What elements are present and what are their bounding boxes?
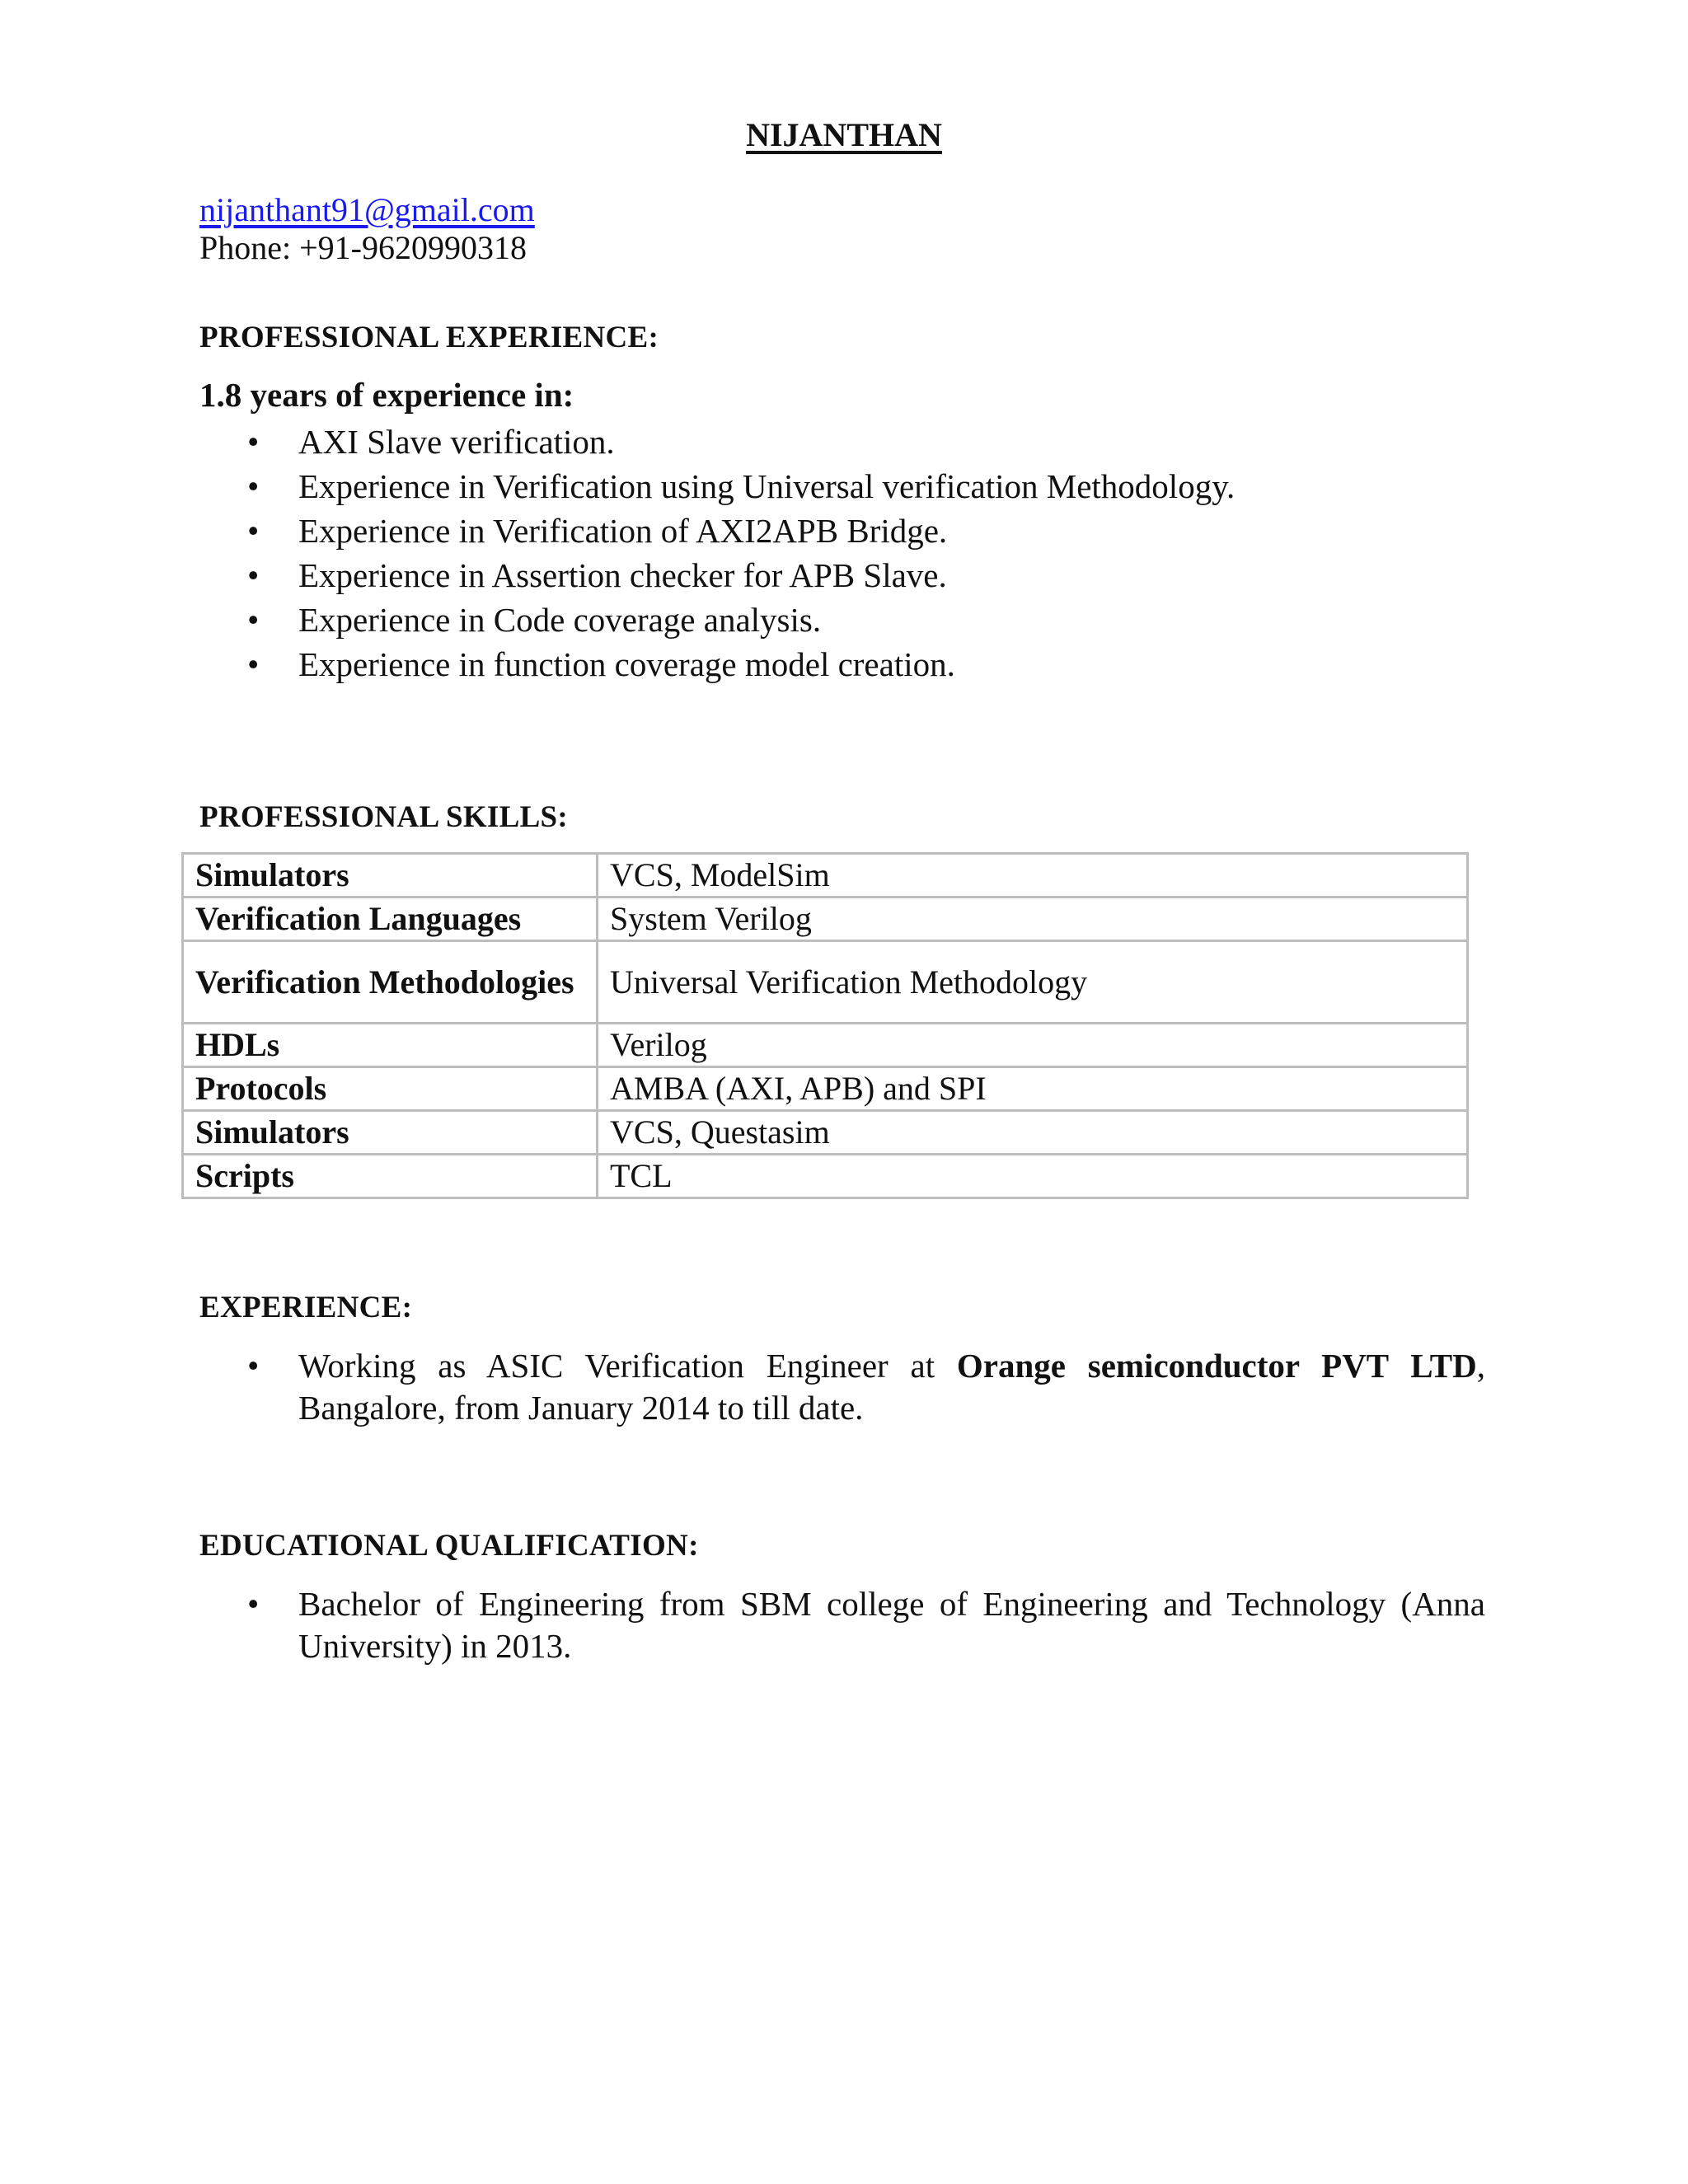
skill-value: VCS, Questasim: [598, 1111, 1468, 1155]
skill-value: AMBA (AXI, APB) and SPI: [598, 1067, 1468, 1111]
skill-category: Verification Methodologies: [183, 941, 598, 1024]
list-item: • Experience in function coverage model creation.: [0, 642, 1235, 687]
job-text-tail: , Bangalore, from January 2014 to till date.: [298, 1347, 1485, 1427]
skill-value: Verilog: [598, 1024, 1468, 1067]
list-item: • Experience in Verification of AXI2APB Bridge.: [0, 509, 1235, 553]
bullet-icon: •: [247, 601, 260, 639]
education-heading: EDUCATIONAL QUALIFICATION:: [199, 1529, 699, 1563]
degree-text: Bachelor of Engineering from SBM college of Engineering and Technology (Anna University) in 2013.: [298, 1585, 1485, 1665]
bullet-icon: •: [247, 1585, 260, 1623]
skill-category: Simulators: [183, 1111, 598, 1155]
experience-list: [0, 419, 1235, 687]
skill-category: Simulators: [183, 854, 598, 898]
company-name: Orange semiconductor PVT LTD: [956, 1347, 1477, 1385]
skill-category: Verification Languages: [183, 898, 598, 941]
table-row: [183, 854, 1468, 898]
bullet-icon: •: [247, 645, 260, 683]
contact-block: [199, 191, 535, 267]
table-row: [183, 1155, 1468, 1198]
candidate-name: NIJANTHAN: [746, 116, 942, 153]
table-row: [183, 1024, 1468, 1067]
list-item: • Experience in Verification using Universal verification Methodology.: [0, 464, 1235, 509]
list-item: • AXI Slave verification.: [0, 419, 1235, 464]
bullet-icon: •: [247, 423, 260, 461]
bullet-icon: •: [247, 1347, 260, 1385]
education-list: [0, 1583, 1485, 1667]
skills-table: [181, 852, 1469, 1199]
phone-number: Phone: +91-9620990318: [199, 229, 527, 266]
skill-value: VCS, ModelSim: [598, 854, 1468, 898]
skill-value: TCL: [598, 1155, 1468, 1198]
bullet-icon: •: [247, 512, 260, 550]
skill-value: System Verilog: [598, 898, 1468, 941]
skill-category: Protocols: [183, 1067, 598, 1111]
table-row: [183, 1067, 1468, 1111]
professional-experience-heading: PROFESSIONAL EXPERIENCE:: [199, 321, 659, 354]
list-item: [0, 1583, 1485, 1667]
list-item: [0, 1345, 1485, 1429]
bullet-icon: •: [247, 467, 260, 505]
skill-value: Universal Verification Methodology: [598, 941, 1468, 1024]
table-row: [183, 898, 1468, 941]
skill-category: HDLs: [183, 1024, 598, 1067]
skill-category: Scripts: [183, 1155, 598, 1198]
table-row: [183, 1111, 1468, 1155]
experience-summary: 1.8 years of experience in:: [199, 376, 574, 414]
email-link[interactable]: nijanthant91@gmail.com: [199, 191, 535, 228]
list-item: • Experience in Code coverage analysis.: [0, 598, 1235, 642]
professional-skills-heading: PROFESSIONAL SKILLS:: [199, 800, 569, 834]
list-item: • Experience in Assertion checker for APB Slave.: [0, 553, 1235, 598]
bullet-icon: •: [247, 556, 260, 594]
work-experience-list: [0, 1345, 1485, 1429]
experience-heading: EXPERIENCE:: [199, 1291, 413, 1324]
table-row: [183, 941, 1468, 1024]
job-text-lead: Working as ASIC Verification Engineer at: [298, 1347, 957, 1385]
